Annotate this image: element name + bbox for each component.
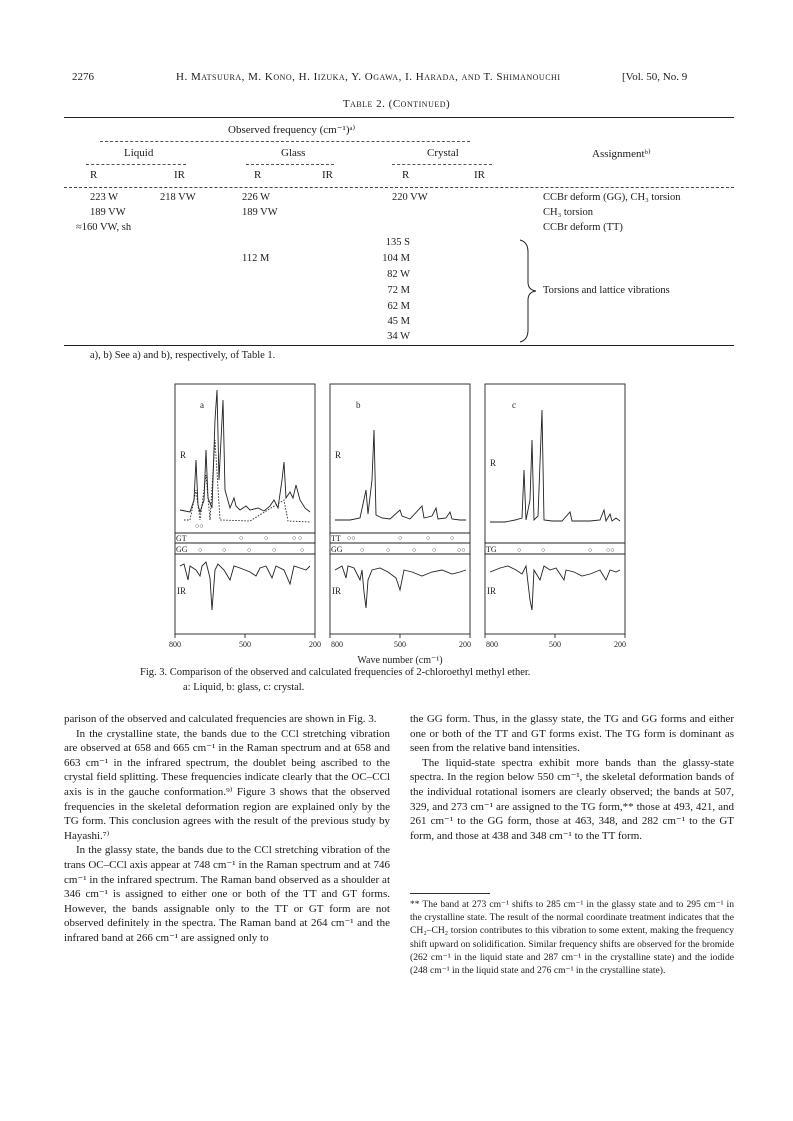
table-row: ≈160 VW, sh [76, 222, 132, 233]
table-row: 189 VW [90, 207, 126, 218]
paragraph: the GG form. Thus, in the glassy state, the TG and GG forms and either one or both of the TT and GT forms exist. The TG form is dominant as seen from the relative band intensities. [410, 713, 734, 755]
paragraph: In the glassy state, the bands due to the CCl stretching vibration of the trans OC–CCl axis appear at 748 cm⁻¹ in the Raman spectrum and at 746 cm⁻¹ in the infrared spectrum. The Raman band observed as a shoulder at 346 cm⁻¹ is assigned to either one or both of the TT and GT forms. However, the bands assignable only to the TT or GT form are not observed definitely in the spectra. The Raman band at 264 cm⁻¹ and the infrared band at 266 cm⁻¹ are assigned only to [64, 844, 390, 944]
panel-letter-c: c [512, 400, 516, 410]
svg-text:○: ○ [239, 534, 244, 542]
svg-text:○: ○ [247, 546, 252, 554]
state-glass: Glass [281, 147, 306, 159]
subheader-glass-r: R [254, 169, 262, 181]
ir-label: IR [332, 586, 341, 596]
tick-label: 200 [309, 640, 321, 649]
svg-text:○: ○ [432, 546, 437, 554]
ir-label: IR [487, 586, 496, 596]
body-right-column [410, 712, 734, 843]
crystal-lattice-value: 34 W [387, 331, 410, 342]
svg-text:○ ○: ○ ○ [292, 534, 303, 542]
tick-label: 800 [331, 640, 343, 649]
page-number: 2276 [72, 71, 94, 83]
liquid-bracket [86, 164, 186, 165]
panel-c [485, 384, 625, 634]
tick-label: 500 [549, 640, 561, 649]
table-bottom-rule [64, 345, 734, 346]
table-row: 218 VW [160, 192, 196, 203]
svg-text:○: ○ [386, 546, 391, 554]
tick-label: 500 [239, 640, 251, 649]
raman-trace-c [490, 410, 620, 522]
svg-text:○: ○ [264, 534, 269, 542]
svg-text:○: ○ [300, 546, 305, 554]
panel-letter-b: b [356, 400, 361, 410]
figure-3 [160, 380, 640, 670]
ir-label: IR [177, 586, 186, 596]
subheader-crystal-ir: IR [474, 169, 485, 181]
svg-text:○○: ○○ [606, 546, 615, 554]
table-caption: Table 2. (Continued) [342, 98, 451, 110]
crystal-lattice-value: 45 M [387, 316, 410, 327]
svg-text:○: ○ [222, 546, 227, 554]
raman-trace-b [335, 430, 466, 520]
svg-text:○: ○ [426, 534, 431, 542]
glass-lattice-value: 112 M [242, 253, 270, 264]
panel-a [175, 384, 315, 634]
svg-text:○○: ○○ [457, 546, 466, 554]
conformer-label: GG [331, 545, 343, 554]
conformer-label: TT [331, 534, 341, 543]
crystal-lattice-value: 104 M [382, 253, 410, 264]
subheader-liquid-r: R [90, 169, 98, 181]
svg-text:○: ○ [541, 546, 546, 554]
footnote-rule [410, 893, 490, 894]
tick-label: 200 [459, 640, 471, 649]
lattice-brace [518, 238, 540, 344]
crystal-bracket [392, 164, 492, 165]
r-label: R [335, 450, 342, 460]
table-row: CCBr deform (GG), CH₃ torsion [543, 192, 681, 203]
svg-text:○: ○ [272, 546, 277, 554]
state-liquid: Liquid [124, 147, 154, 159]
crystal-lattice-value: 72 M [387, 285, 410, 296]
running-authors: H. Matsuura, M. Kono, H. Iizuka, Y. Ogawa, I. Harada, and T. Shimanouchi [176, 71, 561, 83]
tick-label: 500 [394, 640, 406, 649]
svg-text:○○: ○○ [195, 522, 204, 530]
table-top-rule [64, 117, 734, 118]
ir-trace-c [490, 566, 620, 610]
conformer-label: GT [176, 534, 187, 543]
table-row: CH₃ torsion [543, 207, 594, 218]
table-row: CCBr deform (TT) [543, 222, 623, 233]
ir-trace-b [335, 566, 466, 608]
crystal-lattice-value: 82 W [387, 269, 410, 280]
svg-text:○: ○ [588, 546, 593, 554]
subheader-glass-ir: IR [322, 169, 333, 181]
table-row: 226 W [242, 192, 271, 203]
svg-text:○: ○ [412, 546, 417, 554]
svg-text:○: ○ [360, 546, 365, 554]
figure-caption: Fig. 3. Comparison of the observed and calculated frequencies of 2-chloroethyl methyl ether. [140, 667, 531, 678]
group-bracket [100, 141, 470, 142]
table-note: a), b) See a) and b), respectively, of Table 1. [90, 350, 276, 361]
ir-trace-a [180, 562, 310, 610]
panel-letter-a: a [200, 400, 204, 410]
tick-label: 800 [169, 640, 181, 649]
svg-text:○: ○ [450, 534, 455, 542]
state-crystal: Crystal [427, 147, 459, 159]
glass-bracket [246, 164, 334, 165]
table-row: 223 W [90, 192, 119, 203]
paragraph: parison of the observed and calculated frequencies are shown in Fig. 3. [64, 713, 377, 725]
crystal-lattice-value: 135 S [385, 237, 410, 248]
figure-caption-sub: a: Liquid, b: glass, c: crystal. [183, 682, 305, 693]
footnote: ** The band at 273 cm⁻¹ shifts to 285 cm⁻¹ in the glassy state and to 295 cm⁻¹ in the crystalline state. The result of the normal coordinate treatment indicates that the CH₂–CH₂ torsion contributes to this vibration to some extent, making the frequency shift upward on solidification. Similar frequency shifts are observed for the bromide (262 cm⁻¹ in the liquid state and 287 cm⁻¹ in the crystalline state) and the iodide (248 cm⁻¹ in the liquid state and 276 cm⁻¹ in the crystalline state). [410, 899, 734, 977]
table-row: 220 VW [392, 192, 428, 203]
subheader-liquid-ir: IR [174, 169, 185, 181]
svg-text:○: ○ [198, 546, 203, 554]
observed-frequency-header: Observed frequency (cm⁻¹)ᵃ⁾ [228, 124, 356, 136]
tick-label: 800 [486, 640, 498, 649]
svg-text:○: ○ [398, 534, 403, 542]
lattice-assignment: Torsions and lattice vibrations [543, 285, 670, 296]
r-label: R [490, 458, 497, 468]
conformer-label: GG [176, 545, 188, 554]
paragraph: The liquid-state spectra exhibit more bands than the glassy-state spectra. In the region below 550 cm⁻¹, the skeletal deformation bands of the individual rotational isomers are clearly observed; the bands at 507, 329, and 273 cm⁻¹ are assigned to the TG form,** those at 493, 421, and 261 cm⁻¹ to the GG form, those at 463, 348, and 282 cm⁻¹ to the GT form, and those at 438 and 348 cm⁻¹ to the TT form. [410, 756, 734, 842]
subheader-crystal-r: R [402, 169, 410, 181]
conformer-label: TG [486, 545, 497, 554]
volume-info: [Vol. 50, No. 9 [622, 71, 688, 83]
tick-marks [175, 634, 625, 638]
raman-calc-a [184, 440, 310, 522]
crystal-lattice-value: 62 M [387, 301, 410, 312]
svg-text:○: ○ [517, 546, 522, 554]
table-header-rule [64, 187, 734, 188]
body-left-column [64, 712, 390, 946]
paragraph: In the crystalline state, the bands due to the CCl stretching vibration are observed at 658 and 665 cm⁻¹ in the Raman spectrum and at 658 and 663 cm⁻¹ in the infrared spectrum, the doublet being ascribed to the crystal field splitting. These frequencies indicate clearly that the OC–CCl axis is in the gauche conformation.⁹⁾ Figure 3 shows that the observed frequencies in the skeletal deformation region are explained only by the TG form. This conclusion agrees with the result of the previous study by Hayashi.⁷⁾ [64, 727, 390, 842]
r-label: R [180, 450, 187, 460]
panel-b [330, 384, 470, 634]
tick-label: 200 [614, 640, 626, 649]
table-row: 189 VW [242, 207, 278, 218]
svg-text:○○: ○○ [347, 534, 356, 542]
assignment-header: Assignmentᵇ⁾ [592, 148, 651, 160]
x-axis-label: Wave number (cm⁻¹) [357, 655, 443, 666]
